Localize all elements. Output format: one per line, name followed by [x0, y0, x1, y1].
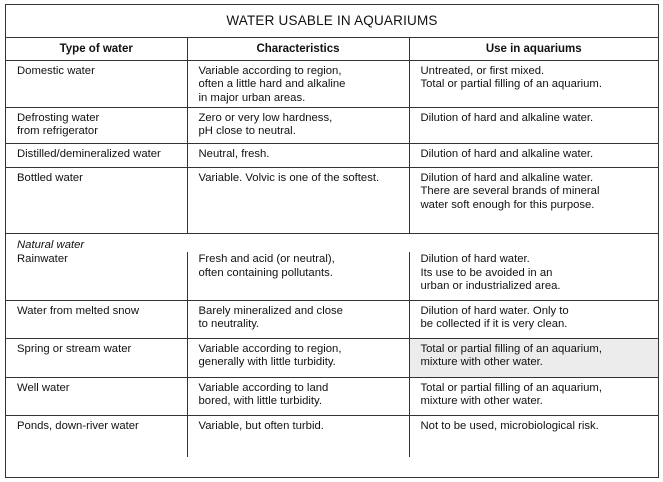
- characteristics-cell: Fresh and acid (or neutral), often containing pollutants.: [187, 252, 409, 300]
- type-cell: Rainwater: [6, 252, 187, 300]
- table-row: [6, 168, 658, 234]
- table-row: [6, 61, 658, 108]
- header-characteristics: Characteristics: [187, 38, 409, 61]
- use-cell: Dilution of hard and alkaline water.: [409, 108, 658, 144]
- use-cell: Dilution of hard water. Only to be collected if it is very clean.: [409, 300, 658, 338]
- type-cell: Defrosting water from refrigerator: [6, 108, 187, 144]
- water-table-frame: [5, 4, 659, 478]
- section-label: Natural water: [17, 239, 85, 251]
- table-title: WATER USABLE IN AQUARIUMS: [6, 5, 658, 38]
- water-table: [6, 38, 658, 457]
- use-cell: Total or partial filling of an aquarium, mixture with other water.: [409, 377, 658, 415]
- use-cell: Dilution of hard and alkaline water.: [409, 144, 658, 168]
- characteristics-cell: Barely mineralized and close to neutrality.: [187, 300, 409, 338]
- table-row: [6, 144, 658, 168]
- table-row: [6, 252, 658, 300]
- use-cell: Untreated, or first mixed. Total or partial filling of an aquarium.: [409, 61, 658, 108]
- header-use: Use in aquariums: [409, 38, 658, 61]
- table-row: [6, 415, 658, 457]
- header-type: Type of water: [6, 38, 187, 61]
- type-cell: Distilled/demineralized water: [6, 144, 187, 168]
- use-cell: Not to be used, microbiological risk.: [409, 415, 658, 457]
- type-cell: Spring or stream water: [6, 338, 187, 377]
- characteristics-cell: Variable according to region, often a little hard and alkaline in major urban areas.: [187, 61, 409, 108]
- table-row: [6, 300, 658, 338]
- use-cell: Total or partial filling of an aquarium, mixture with other water.: [409, 338, 658, 377]
- type-cell: Domestic water: [6, 61, 187, 108]
- characteristics-cell: Variable. Volvic is one of the softest.: [187, 168, 409, 234]
- table-row: [6, 108, 658, 144]
- type-cell: Ponds, down-river water: [17, 419, 139, 432]
- type-cell: Bottled water: [6, 168, 187, 234]
- header-row: [6, 38, 658, 61]
- characteristics-cell: Neutral, fresh.: [187, 144, 409, 168]
- use-cell: Dilution of hard water. Its use to be avoided in an urban or industrialized area.: [409, 252, 658, 300]
- table-row: [6, 338, 658, 377]
- use-cell: Dilution of hard and alkaline water. There are several brands of mineral water soft enough for this purpose.: [409, 168, 658, 234]
- section-row: [6, 234, 658, 253]
- type-cell: Water from melted snow: [6, 300, 187, 338]
- characteristics-cell: Variable according to land bored, with little turbidity.: [187, 377, 409, 415]
- characteristics-cell: Variable, but often turbid.: [187, 415, 409, 457]
- table-row: [6, 377, 658, 415]
- characteristics-cell: Variable according to region, generally with little turbidity.: [187, 338, 409, 377]
- type-cell: Well water: [6, 377, 187, 415]
- characteristics-cell: Zero or very low hardness, pH close to neutral.: [187, 108, 409, 144]
